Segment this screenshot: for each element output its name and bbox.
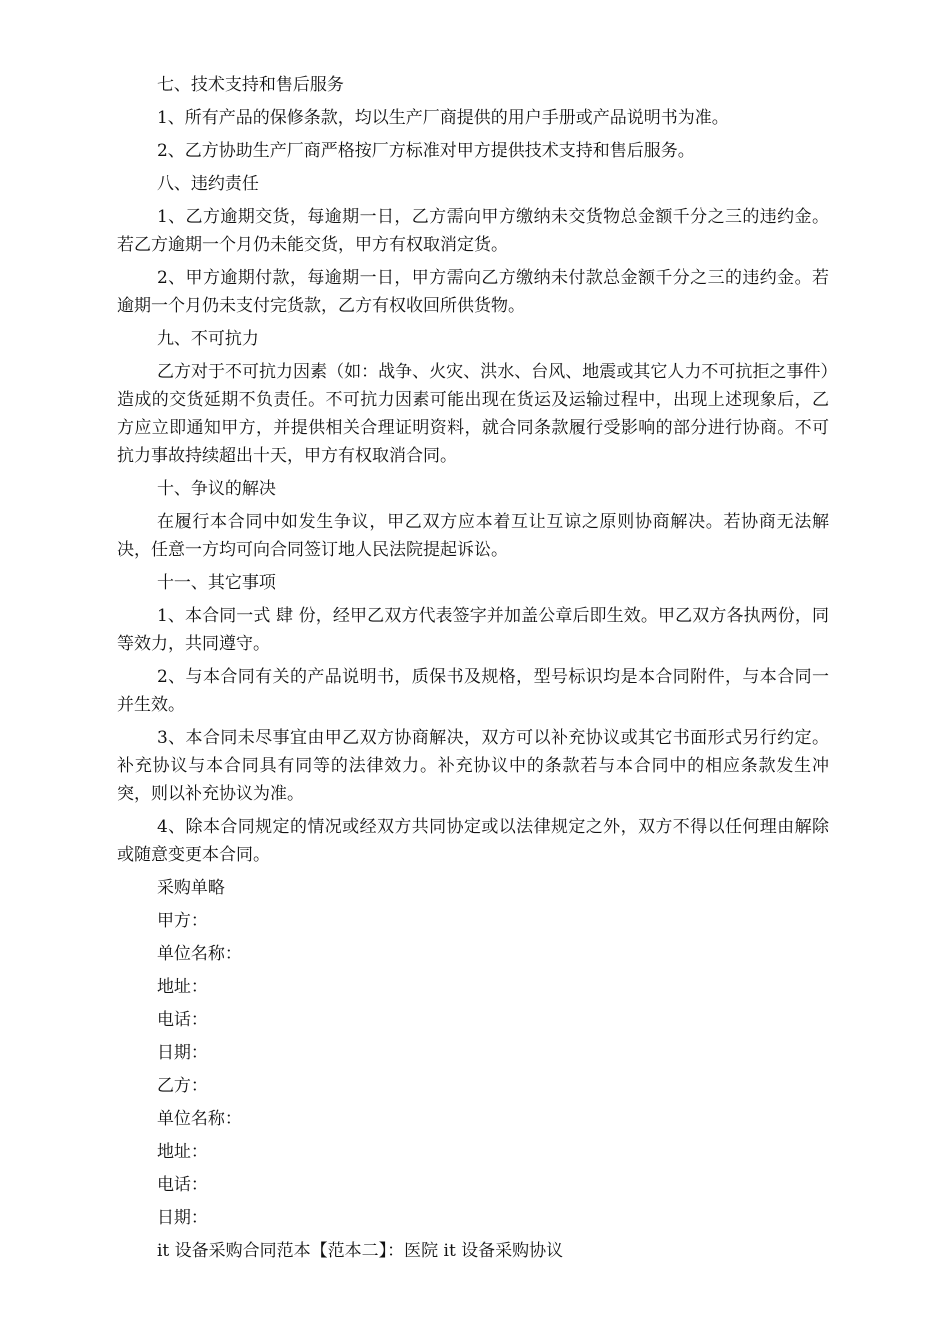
- section-10-heading: 十、争议的解决: [156, 479, 276, 499]
- section-11-clause-4: 4、除本合同规定的情况或经双方共同协定或以法律规定之外，双方不得以任何理由解除或随意变更本合同。: [117, 817, 829, 865]
- section-7-clause-1: 1、所有产品的保修条款，均以生产厂商提供的用户手册或产品说明书为准。: [156, 108, 729, 128]
- section-11-clause-3: 3、本合同未尽事宜由甲乙双方协商解决，双方可以补充协议或其它书面形式另行约定。补充协议与本合同具有同等的法律效力。补充协议中的条款若与本合同中的相应条款发生冲突，则以补充协议为准。: [117, 728, 829, 804]
- section-9-paragraph: 乙方对于不可抗力因素（如：战争、火灾、洪水、台风、地震或其它人力不可抗拒之事件）造成的交货延期不负责任。不可抗力因素可能出现在货运及运输过程中，出现上述现象后，乙方应立即通知甲方，并提供相关合理证明资料，就合同条款履行受影响的部分进行协商。不可抗力事故持续超出十天，甲方有权取消合同。: [117, 362, 829, 466]
- party-a-label: 甲方：: [156, 911, 208, 931]
- section-11-clause-2: 2、与本合同有关的产品说明书，质保书及规格，型号标识均是本合同附件，与本合同一并生效。: [117, 667, 829, 715]
- document-page: [117, 71, 829, 1270]
- section-7-heading: 七、技术支持和售后服务: [156, 75, 344, 95]
- section-7-clause-2: 2、乙方协助生产厂商严格按厂方标准对甲方提供技术支持和售后服务。: [156, 141, 695, 161]
- section-11-clause-1: 1、本合同一式 肆 份，经甲乙双方代表签字并加盖公章后即生效。甲乙双方各执两份，同等效力，共同遵守。: [117, 606, 829, 654]
- purchase-list-note: 采购单略: [156, 878, 225, 898]
- party-a-address-field: 地址：: [156, 977, 208, 997]
- party-b-unit-field: 单位名称：: [156, 1109, 242, 1129]
- section-8-heading: 八、违约责任: [156, 174, 259, 194]
- party-a-phone-field: 电话：: [156, 1010, 208, 1030]
- section-9-heading: 九、不可抗力: [156, 329, 259, 349]
- party-b-phone-field: 电话：: [156, 1175, 208, 1195]
- party-b-address-field: 地址：: [156, 1142, 208, 1162]
- section-8-clause-1: 1、乙方逾期交货，每逾期一日，乙方需向甲方缴纳未交货物总金额千分之三的违约金。若乙方逾期一个月仍未能交货，甲方有权取消定货。: [117, 207, 829, 255]
- next-document-title: it 设备采购合同范本【范本二】：医院 it 设备采购协议: [156, 1241, 564, 1261]
- party-a-unit-field: 单位名称：: [156, 944, 242, 964]
- party-b-label: 乙方：: [156, 1076, 208, 1096]
- section-11-heading: 十一、其它事项: [156, 573, 276, 593]
- section-10-paragraph: 在履行本合同中如发生争议，甲乙双方应本着互让互谅之原则协商解决。若协商无法解决，任意一方均可向合同签订地人民法院提起诉讼。: [117, 512, 829, 560]
- party-b-date-field: 日期：: [156, 1208, 208, 1228]
- section-8-clause-2: 2、甲方逾期付款，每逾期一日，甲方需向乙方缴纳未付款总金额千分之三的违约金。若逾期一个月仍未支付完货款，乙方有权收回所供货物。: [117, 268, 829, 316]
- party-a-date-field: 日期：: [156, 1043, 208, 1063]
